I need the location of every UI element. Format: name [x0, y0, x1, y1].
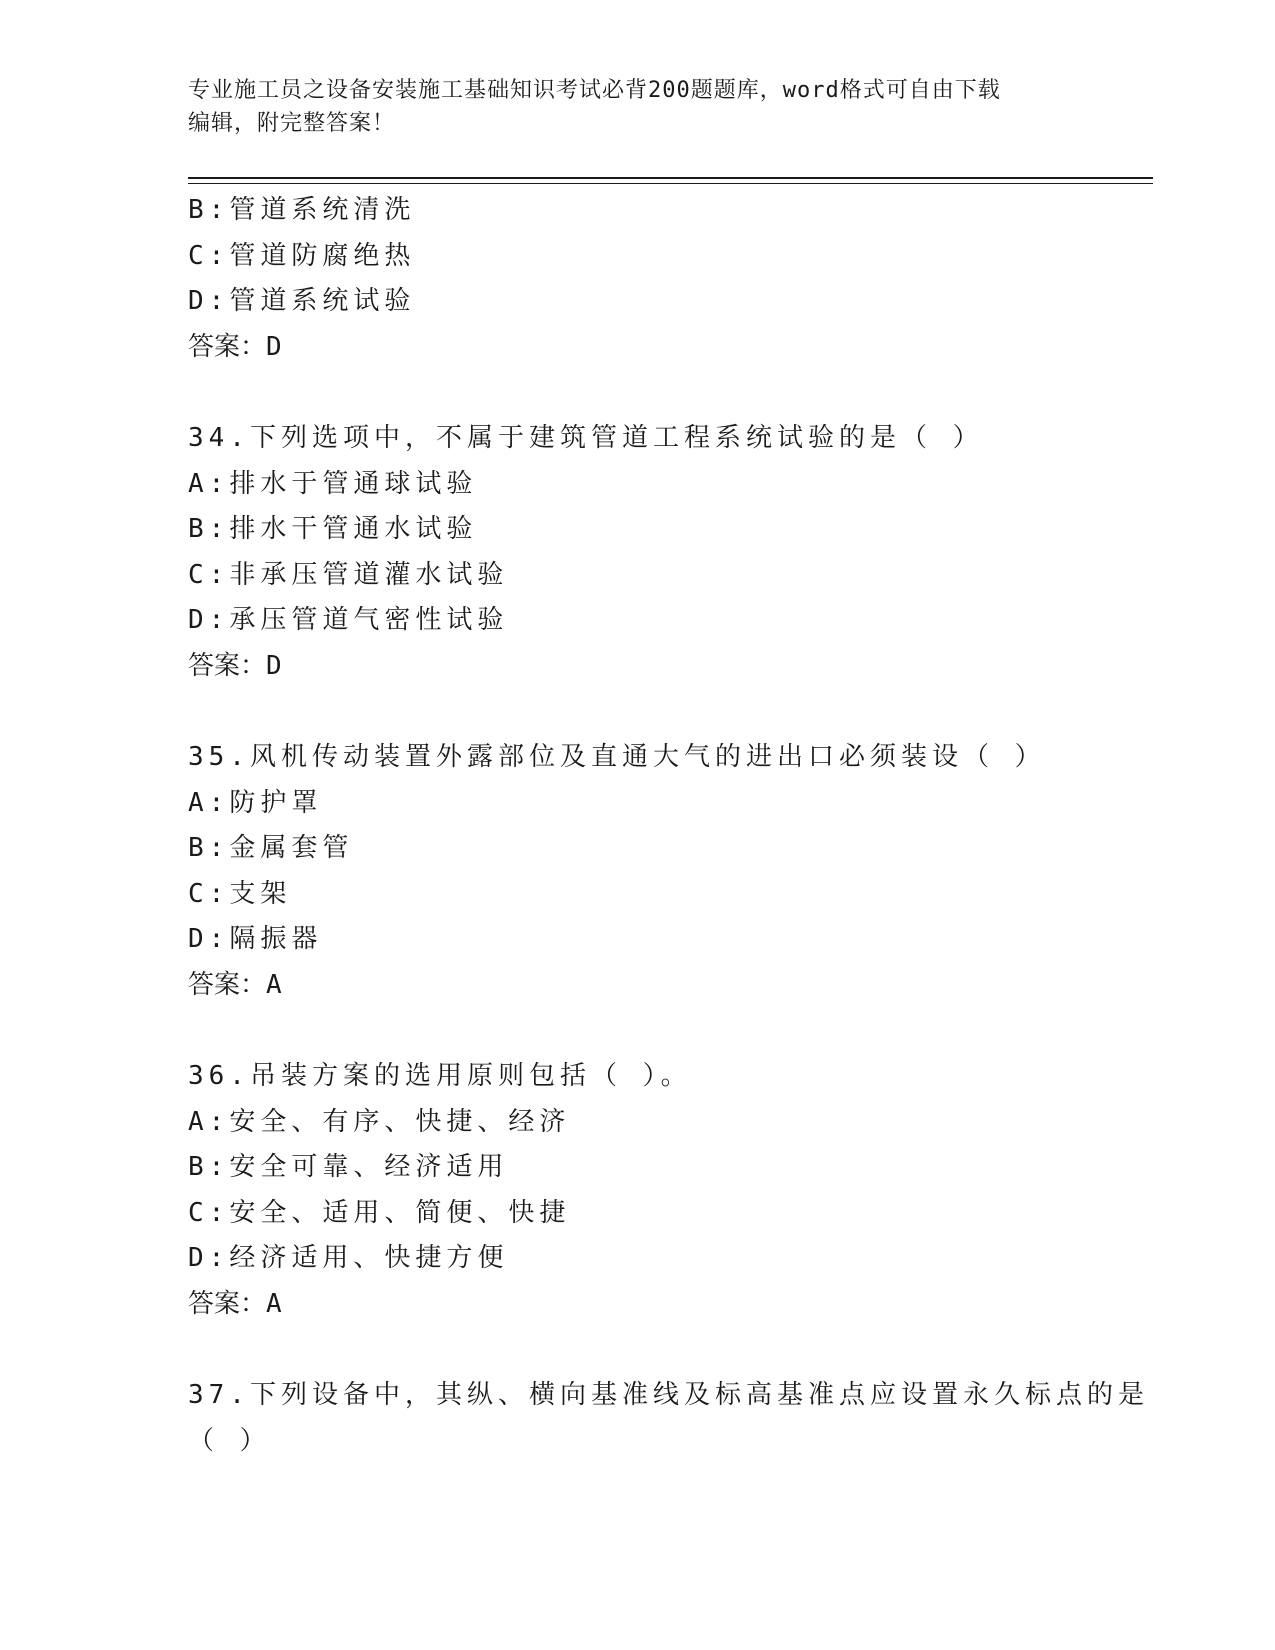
option-letter: B: — [188, 514, 230, 544]
document-header — [188, 74, 1088, 140]
option-letter: C: — [188, 1197, 230, 1228]
option-letter: D: — [188, 286, 230, 316]
option-letter: D: — [188, 924, 230, 954]
option-text: 安全、适用、简便、快捷 — [229, 1197, 571, 1228]
option-text: 经济适用、快捷方便 — [229, 1243, 509, 1273]
option-c — [188, 553, 1088, 599]
option-a — [188, 1100, 1088, 1146]
option-text: 安全可靠、经济适用 — [229, 1152, 509, 1182]
question-stem: 35.风机传动装置外露部位及直通大气的进出口必须装设（ ） — [188, 742, 1046, 772]
option-d — [188, 917, 1088, 963]
option-text: 承压管道气密性试验 — [229, 605, 509, 635]
option-text: 管道防腐绝热 — [229, 240, 416, 271]
option-letter: A: — [188, 1106, 230, 1137]
option-d — [188, 279, 1088, 325]
option-d — [188, 1236, 1088, 1282]
option-a — [188, 781, 1088, 827]
option-letter: C: — [188, 878, 230, 909]
option-text: 支架 — [229, 878, 292, 909]
header-divider-thin — [188, 183, 1153, 184]
option-c — [188, 1191, 1088, 1237]
option-text: 金属套管 — [229, 833, 354, 863]
question-list — [188, 188, 1149, 1464]
question-34 — [188, 416, 1088, 689]
option-text: 排水于管通球试验 — [229, 468, 478, 499]
option-d — [188, 598, 1088, 644]
option-b — [188, 1145, 1088, 1191]
option-text: 隔振器 — [229, 924, 323, 954]
option-text: 管道系统清洗 — [229, 195, 416, 225]
spacer — [188, 1008, 1088, 1054]
option-letter: A: — [188, 787, 230, 818]
option-letter: A: — [188, 468, 230, 499]
option-letter: D: — [188, 1243, 230, 1273]
option-b — [188, 188, 1088, 234]
question-stem: 36.吊装方案的选用原则包括（ ）。 — [188, 1061, 692, 1091]
option-b — [188, 507, 1088, 553]
option-c — [188, 872, 1088, 918]
option-letter: B: — [188, 195, 230, 225]
option-text: 排水干管通水试验 — [229, 514, 478, 544]
question-37 — [188, 1373, 1149, 1464]
option-b — [188, 826, 1088, 872]
option-letter: C: — [188, 559, 230, 590]
option-text: 防护罩 — [229, 787, 323, 818]
question-stem: 34.下列选项中，不属于建筑管道工程系统试验的是（ ） — [188, 423, 984, 453]
header-title-line1: 专业施工员之设备安装施工基础知识考试必背200题题库，word格式可自由下载 — [188, 78, 1001, 103]
option-letter: D: — [188, 605, 230, 635]
answer-line: 答案：D — [188, 650, 282, 681]
question-stem-line2: （ ） — [188, 1425, 271, 1456]
option-letter: B: — [188, 1152, 230, 1182]
option-c — [188, 234, 1088, 280]
option-letter: C: — [188, 240, 230, 271]
option-a — [188, 462, 1088, 508]
question-33-continuation — [188, 188, 1088, 370]
question-35 — [188, 735, 1088, 1008]
option-text: 非承压管道灌水试验 — [229, 559, 509, 590]
question-36 — [188, 1054, 1088, 1327]
option-letter: B: — [188, 833, 230, 863]
spacer — [188, 689, 1088, 735]
option-text: 安全、有序、快捷、经济 — [229, 1106, 571, 1137]
answer-line: 答案：D — [188, 331, 282, 362]
question-stem-line1: 37.下列设备中，其纵、横向基准线及标高基准点应设置永久标点的是 — [188, 1380, 1149, 1410]
header-divider-thick — [188, 177, 1153, 179]
header-title-line2: 编辑，附完整答案！ — [188, 111, 396, 136]
answer-line: 答案：A — [188, 969, 282, 1000]
spacer — [188, 370, 1088, 416]
answer-line: 答案：A — [188, 1288, 282, 1319]
option-text: 管道系统试验 — [229, 286, 416, 316]
spacer — [188, 1327, 1088, 1373]
